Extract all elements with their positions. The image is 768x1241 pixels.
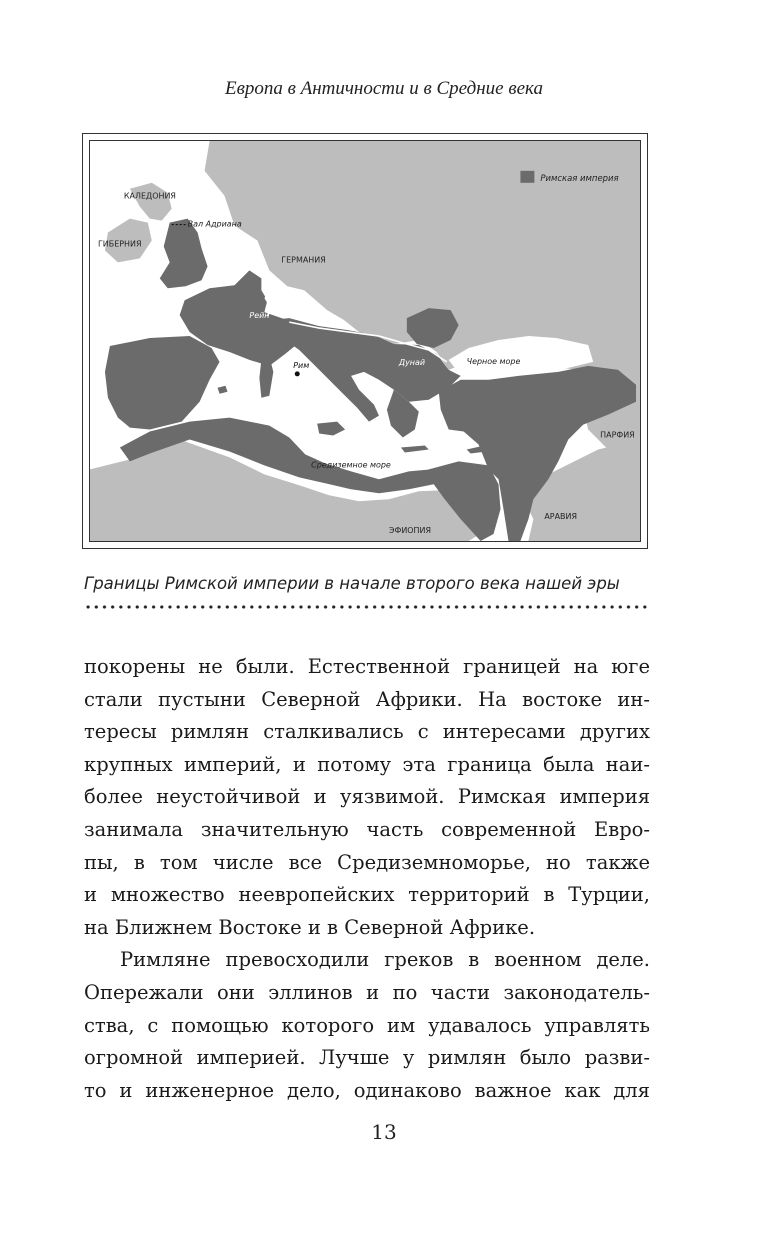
text-line: тересы римлян сталкивались с интересами других xyxy=(84,720,650,744)
map-label-parthia: ПАРФИЯ xyxy=(600,430,635,440)
figure-caption: Границы Римской империи в начале второго века нашей эры xyxy=(84,574,620,593)
page-number: 13 xyxy=(371,1120,397,1144)
paragraph-1 xyxy=(84,651,650,944)
text-line: крупных империй, и потому эта граница была наи- xyxy=(84,752,650,776)
map-label-caledonia: КАЛЕДОНИЯ xyxy=(123,191,176,201)
map-label-germania: ГЕРМАНИЯ xyxy=(281,255,326,265)
roman-empire-map xyxy=(90,141,640,541)
dotted-separator xyxy=(84,604,650,610)
map-label-mediterranean: Средиземное море xyxy=(311,460,391,470)
map-label-black-sea: Черное море xyxy=(466,356,521,366)
text-line: Опережали они эллинов и по части законодатель- xyxy=(84,980,650,1004)
text-line: и множество неевропейских территорий в Турции, xyxy=(84,883,650,907)
text-line: огромной империей. Лучше у римлян было разви- xyxy=(84,1046,650,1070)
text-line: более неустойчивой и уязвимой. Римская империя xyxy=(84,785,650,809)
map-rome-marker xyxy=(295,371,300,376)
text-line: покорены не были. Естественной границей на юге xyxy=(84,655,650,678)
body-text xyxy=(84,651,650,1107)
map-label-ethiopia: ЭФИОПИЯ xyxy=(388,526,432,536)
map-inner-frame xyxy=(89,140,641,542)
text-line: пы, в том числе все Средиземноморье, но также xyxy=(84,850,650,874)
map-label-hadrian-wall: Вал Адриана xyxy=(187,219,242,229)
text-line: ства, с помощью которого им удавалось управлять xyxy=(84,1013,650,1037)
paragraph-2 xyxy=(84,944,650,1107)
legend-label: Римская империя xyxy=(540,172,619,183)
text-line: занимала значительную часть современной Евро- xyxy=(84,817,650,841)
map-label-hibernia: ГИБЕРНИЯ xyxy=(97,239,142,249)
map-label-arabia: АРАВИЯ xyxy=(544,512,577,522)
text-line: то и инженерное дело, одинаково важное как для xyxy=(84,1078,650,1102)
map-label-rome: Рим xyxy=(293,360,310,370)
running-head: Европа в Античности и в Средние века xyxy=(225,78,543,99)
map-label-rhine: Рейн xyxy=(249,311,270,321)
text-line: стали пустыни Северной Африки. На востоке ин- xyxy=(84,687,650,711)
text-line: Римляне превосходили греков в военном деле. xyxy=(120,948,650,972)
legend-swatch xyxy=(520,171,534,183)
map-label-danube: Дунай xyxy=(398,357,426,367)
map-figure xyxy=(82,133,648,549)
text-line: на Ближнем Востоке и в Северной Африке. xyxy=(84,915,536,939)
